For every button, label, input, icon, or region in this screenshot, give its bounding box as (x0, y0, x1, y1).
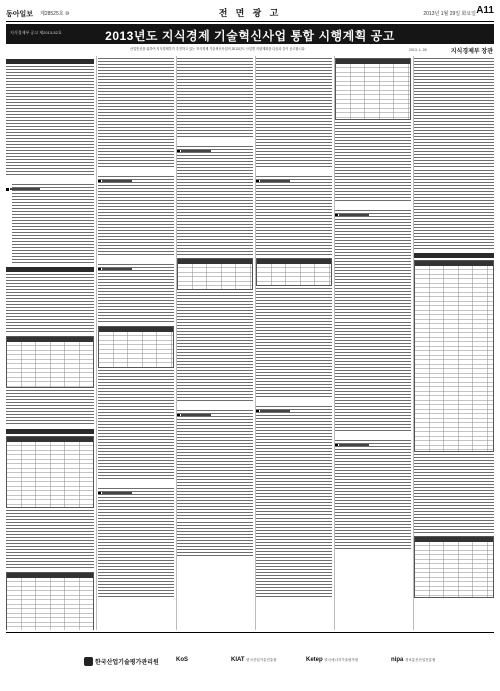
body-text-block (335, 440, 411, 550)
page-title: 2013년도 지식경제 기술혁신사업 통합 시행계획 공고 (105, 29, 395, 43)
body-text-block (414, 454, 494, 534)
text-column-3 (177, 56, 253, 630)
item-marker (335, 434, 411, 438)
agency-logo: nipa 정보통신산업진흥원 (391, 657, 436, 663)
body-text-block (256, 58, 332, 168)
section-title: 전 면 광 고 (218, 8, 282, 18)
footer-logos (6, 632, 494, 685)
body-text-block (98, 370, 174, 480)
section-heading (6, 429, 94, 434)
item-marker (98, 170, 174, 174)
body-text-block (335, 322, 411, 432)
item-marker (177, 140, 253, 144)
notice-number: 지식경제부 공고 제2013-52호 (10, 30, 62, 35)
title-banner (6, 24, 494, 44)
body-text-block (177, 58, 253, 138)
item-marker (98, 258, 174, 262)
body-text-block (335, 122, 411, 202)
body-text-block (256, 406, 332, 516)
data-table (414, 536, 494, 598)
agency-logo: KIAT 한국산업기술진흥원 (231, 657, 277, 663)
body-text-block (98, 488, 174, 598)
agency-logo: 한국산업기술평가관리원 (84, 657, 159, 666)
section-heading (414, 253, 494, 258)
data-table (335, 58, 411, 120)
page-number: A11 (476, 5, 494, 16)
item-marker (256, 170, 332, 174)
signature-date: 2013. 1. 28 (409, 48, 427, 52)
body-text-block (335, 210, 411, 320)
item-marker (335, 204, 411, 208)
body-text-block (98, 264, 174, 324)
data-table (6, 336, 94, 388)
body-text-block (6, 66, 94, 176)
text-column-2 (98, 56, 174, 630)
text-column-6 (414, 56, 494, 630)
body-text-block (177, 522, 253, 558)
body-text-block (6, 274, 94, 334)
item-marker (256, 400, 332, 404)
data-table (177, 258, 253, 290)
body-text-block (177, 146, 253, 256)
newspaper-name: 동아일보 (6, 10, 34, 18)
item-marker (98, 482, 174, 486)
text-column-4 (256, 56, 332, 630)
section-heading (6, 59, 94, 64)
summary-table (414, 260, 494, 452)
body-text-block (256, 288, 332, 398)
data-table (256, 258, 332, 286)
body-text-block (256, 518, 332, 598)
agency-logo: Ketep 한국에너지기술평가원 (306, 657, 359, 663)
section-heading (6, 267, 94, 272)
issue-info: 제28525호 ⑩ (40, 11, 70, 17)
publication-date: 2013년 1월 29일 화요일 (423, 11, 476, 17)
ministry-signature (409, 46, 493, 54)
item-marker (6, 178, 94, 182)
body-text-block (12, 184, 94, 264)
text-column-5 (335, 56, 411, 630)
body-text-block (98, 176, 174, 256)
data-table (6, 436, 94, 508)
body-text-block (177, 410, 253, 520)
masthead-rule (6, 21, 494, 22)
agency-logo: KoS (176, 657, 188, 663)
column-divider (96, 56, 97, 630)
body-text-block (6, 510, 94, 570)
text-column-1 (6, 56, 94, 630)
body-text-block (414, 58, 494, 168)
intro-paragraph: 산업통상을 위하여 지식경제부가 추진하고 있는 지식경제 기술혁신사업의 2013년도 사업별 지원계획을 다음과 같이 공고합니다. (130, 47, 306, 51)
data-table (6, 572, 94, 630)
ministry-name: 지식경제부 장관 (450, 49, 493, 55)
body-text-block (177, 292, 253, 402)
body-text-block (98, 58, 174, 168)
body-text-block (6, 390, 94, 426)
data-table (98, 326, 174, 368)
body-text-block (256, 176, 332, 256)
item-marker (177, 404, 253, 408)
logo-mark-icon (84, 657, 93, 666)
body-text-block (414, 170, 494, 250)
